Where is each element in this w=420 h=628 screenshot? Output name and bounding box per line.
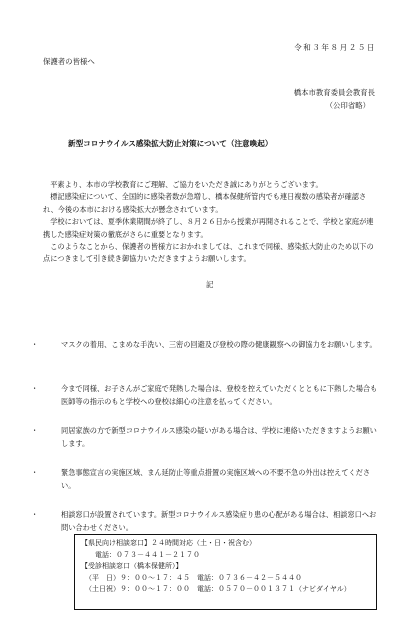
list-item-text: マスクの着用、こまめな手洗い、三密の回避及び登校の際の健康観察への御協力をお願いします。	[61, 340, 377, 349]
bullet-mark: ・	[31, 384, 39, 393]
bullet-mark: ・	[31, 426, 39, 435]
list-item-text: 同居家族の方で新型コロナウイルス感染の疑いがある場合は、学校に連絡いただきますようお願いします。	[61, 426, 377, 449]
list-item-text: 緊急事態宣言の実施区域、まん延防止等重点措置の実施区域への不要不急の外出は控えてください。	[61, 468, 371, 491]
body-text	[43, 179, 379, 266]
contact-holiday-hours: （土日祝）９：００～１７：００ 電話：０５７０－００１３７１（ナビダイヤル）	[85, 585, 351, 594]
body-paragraph-4: このようなことから、保護者の皆様方におかれましては、これまで同様、感染拡大防止のため以下の点につきまして引き続き御協力いただきますようお願いします。	[43, 242, 374, 264]
document-date: 令和３年８月２５日	[294, 43, 376, 52]
list-item	[31, 382, 383, 408]
bullet-mark: ・	[31, 340, 39, 349]
document-title: 新型コロナウイルス感染拡大防止対策について（注意喚起）	[68, 139, 273, 148]
list-item-text: 相談窓口が設置されています。新型コロナウイルス感染症り患の心配がある場合は、相談窓口へお問い合わせください。	[61, 510, 377, 533]
body-paragraph-3: 学校においては、夏季休業期間が終了し、８月２６日から授業が再開されることで、学校と家庭が連携した感染症対策の徹底がさらに重要となります。	[43, 217, 374, 239]
contact-weekday-hours: （平 日）９：００～１７：４５ 電話：０７３６－４２－５４４０	[85, 573, 302, 582]
addressee: 保護者の皆様へ	[43, 57, 95, 66]
contact-heading-prefecture: 【県民向け相談窓口】２４時間対応（土・日・祝含む）	[81, 539, 256, 547]
body-paragraph-1: 平素より、本市の学校教育にご理解、ご協力をいただき誠にありがとうございます。	[50, 180, 323, 189]
list-item-text: 今まで同様、お子さんがご家庭で発熱した場合は、登校を控えていただくとともに下熱した場合も医師等の指示のもと学校への登校は細心の注意を払ってください。	[61, 384, 378, 407]
contact-heading-health-center: 【受診相談窓口（橋本保健所）】	[81, 562, 183, 571]
list-item	[31, 466, 383, 492]
contact-box	[74, 534, 377, 610]
sender-note: （公印省略）	[325, 101, 370, 110]
contact-phone-prefecture: 電話：０７３－４４１－２１７０	[95, 550, 200, 559]
sender-title: 橋本市教育委員会教育長	[293, 88, 375, 97]
bullet-mark: ・	[31, 468, 39, 477]
bullet-mark: ・	[31, 510, 39, 519]
list-item	[31, 424, 383, 450]
list-item	[31, 508, 383, 534]
list-item	[31, 338, 377, 351]
body-paragraph-2: 標記感染症について、全国的に感染者数が急増し、橋本保健所管内でも連日複数の感染者が確認され、今後の本市における感染拡大が懸念されています。	[43, 192, 367, 214]
section-mark: 記	[206, 280, 214, 289]
